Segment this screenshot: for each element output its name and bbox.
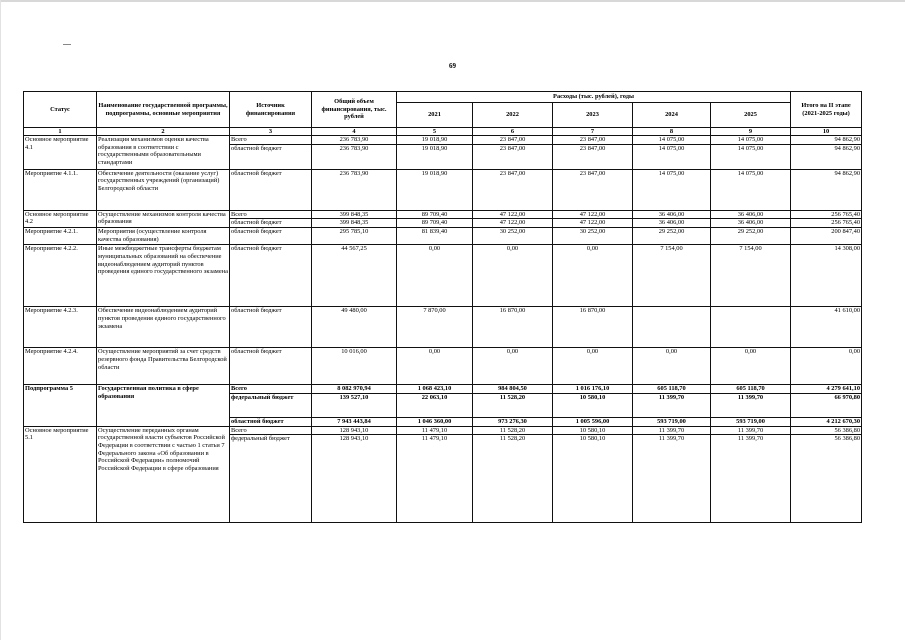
header-year-2021: 2021	[397, 103, 473, 128]
row-2023: 0,00	[553, 348, 633, 385]
row-source: федеральный бюджет	[230, 435, 312, 523]
row-name: Обеспечение деятельности (оказание услуг) государственных учреждений (организаций) Белгородской области	[97, 169, 230, 210]
row-total: 236 783,90	[312, 169, 397, 210]
row-2025: 11 399,70	[711, 435, 791, 523]
row-2023: 10 580,10	[553, 393, 633, 417]
row-name: Осуществление переданных органам государственной власти субъектов Российской Федерации в соответствии с частью 1 статьи 7 Федерального закона «Об образовании в Российской Федерации» полномочий Российской Федерации в сфере образования	[97, 426, 230, 523]
row-2025: 29 252,00	[711, 228, 791, 245]
row-2024: 36 406,00	[633, 219, 711, 228]
row-2024: 11 399,70	[633, 435, 711, 523]
row-2025: 14 075,00	[711, 136, 791, 145]
row-status: Подпрограмма 5	[24, 385, 97, 426]
row-2022: 30 252,00	[473, 228, 553, 245]
row-2021: 81 839,40	[397, 228, 473, 245]
column-number-row	[24, 128, 862, 136]
row-source: Всего	[230, 136, 312, 145]
row-source: областной бюджет	[230, 417, 312, 426]
column-number: 5	[397, 128, 473, 136]
row-2024: 7 154,00	[633, 245, 711, 307]
row-stage-total: 256 765,40	[791, 219, 862, 228]
row-2024: 29 252,00	[633, 228, 711, 245]
row-2024: 11 399,70	[633, 426, 711, 435]
row-stage-total: 94 862,90	[791, 136, 862, 145]
row-2022: 11 528,20	[473, 435, 553, 523]
row-2022: 16 870,00	[473, 307, 553, 348]
row-2022: 23 847,00	[473, 169, 553, 210]
row-name: Осуществление мероприятий за счет средств резервного фонда Правительства Белгородской области	[97, 348, 230, 385]
row-2025: 14 075,00	[711, 144, 791, 169]
row-2023: 0,00	[553, 245, 633, 307]
column-number: 3	[230, 128, 312, 136]
row-2025: 593 719,00	[711, 417, 791, 426]
row-source: областной бюджет	[230, 348, 312, 385]
column-number: 8	[633, 128, 711, 136]
row-total: 399 848,35	[312, 219, 397, 228]
column-number: 6	[473, 128, 553, 136]
row-2021: 1 068 423,10	[397, 385, 473, 394]
row-2025: 14 075,00	[711, 169, 791, 210]
row-total: 49 480,00	[312, 307, 397, 348]
row-total: 128 943,10	[312, 426, 397, 435]
header-year-2022: 2022	[473, 103, 553, 128]
row-stage-total: 200 847,40	[791, 228, 862, 245]
row-stage-total: 14 308,00	[791, 245, 862, 307]
row-name: Осуществление механизмов контроля качества образования	[97, 210, 230, 227]
row-stage-total: 56 386,80	[791, 435, 862, 523]
scan-mark	[63, 44, 71, 45]
row-stage-total: 56 386,80	[791, 426, 862, 435]
row-name: Государственная политика в сфере образования	[97, 385, 230, 426]
scan-edge-left	[0, 0, 1, 640]
row-2022: 23 847,00	[473, 144, 553, 169]
table-row	[24, 210, 862, 219]
table-row	[24, 426, 862, 435]
row-2023: 23 847,00	[553, 169, 633, 210]
row-2023: 30 252,00	[553, 228, 633, 245]
row-2024: 14 075,00	[633, 169, 711, 210]
table-row	[24, 169, 862, 210]
row-stage-total: 66 970,80	[791, 393, 862, 417]
row-2021: 89 709,40	[397, 219, 473, 228]
row-2023: 23 847,00	[553, 144, 633, 169]
row-source: областной бюджет	[230, 307, 312, 348]
column-number: 7	[553, 128, 633, 136]
row-source: областной бюджет	[230, 245, 312, 307]
row-2021: 0,00	[397, 245, 473, 307]
row-2022: 0,00	[473, 245, 553, 307]
row-total: 139 527,10	[312, 393, 397, 417]
row-2023: 16 870,00	[553, 307, 633, 348]
row-2021: 89 709,40	[397, 210, 473, 219]
row-2025: 11 399,70	[711, 426, 791, 435]
row-2021: 11 479,10	[397, 435, 473, 523]
row-stage-total: 256 765,40	[791, 210, 862, 219]
row-2025: 605 118,70	[711, 385, 791, 394]
row-2022: 11 528,20	[473, 393, 553, 417]
row-status: Мероприятие 4.2.1.	[24, 228, 97, 245]
row-2021: 0,00	[397, 348, 473, 385]
row-total: 10 016,00	[312, 348, 397, 385]
row-2021: 1 046 360,00	[397, 417, 473, 426]
row-2023: 10 580,10	[553, 426, 633, 435]
column-number: 10	[791, 128, 862, 136]
row-2024: 14 075,00	[633, 144, 711, 169]
header-status: Статус	[24, 92, 97, 128]
header-year-2024: 2024	[633, 103, 711, 128]
row-2025: 7 154,00	[711, 245, 791, 307]
table-row	[24, 245, 862, 307]
row-2022: 984 804,50	[473, 385, 553, 394]
budget-table	[23, 91, 862, 523]
row-2022: 23 847,00	[473, 136, 553, 145]
row-name: Иные межбюджетные трансферты бюджетам муниципальных образований на обеспечение видеонаблюдением аудиторий пунктов проведения единого государственного экзамена	[97, 245, 230, 307]
row-2022: 47 122,00	[473, 219, 553, 228]
row-source: федеральный бюджет	[230, 393, 312, 417]
row-total: 236 783,90	[312, 136, 397, 145]
row-2021: 22 063,10	[397, 393, 473, 417]
table-row	[24, 136, 862, 145]
header-name: Наименование государственной программы, подпрограммы, основные мероприятия	[97, 92, 230, 128]
row-2021: 19 018,90	[397, 144, 473, 169]
row-2024: 36 406,00	[633, 210, 711, 219]
column-number: 4	[312, 128, 397, 136]
row-2024	[633, 307, 711, 348]
row-source: Всего	[230, 210, 312, 219]
row-2025: 0,00	[711, 348, 791, 385]
row-2021: 19 018,90	[397, 136, 473, 145]
header-year-2023: 2023	[553, 103, 633, 128]
row-2024: 605 118,70	[633, 385, 711, 394]
scan-edge-top	[0, 0, 905, 2]
row-status: Мероприятие 4.1.1.	[24, 169, 97, 210]
row-total: 7 943 443,84	[312, 417, 397, 426]
row-2025	[711, 307, 791, 348]
table-row	[24, 348, 862, 385]
row-2022: 0,00	[473, 348, 553, 385]
row-stage-total: 94 862,90	[791, 169, 862, 210]
row-2023: 47 122,00	[553, 210, 633, 219]
column-number: 1	[24, 128, 97, 136]
row-2021: 11 479,10	[397, 426, 473, 435]
row-2023: 1 005 596,00	[553, 417, 633, 426]
column-number: 9	[711, 128, 791, 136]
column-number: 2	[97, 128, 230, 136]
row-2021: 7 870,00	[397, 307, 473, 348]
row-2023: 23 847,00	[553, 136, 633, 145]
row-status: Основное мероприятие 4.2	[24, 210, 97, 227]
row-source: областной бюджет	[230, 144, 312, 169]
row-name: Обеспечение видеонаблюдением аудиторий пунктов проведения единого государственного экзамена	[97, 307, 230, 348]
header-year-2025: 2025	[711, 103, 791, 128]
header-stage-total: Итого на II этапе (2021-2025 годы)	[791, 92, 862, 128]
row-2023: 10 580,10	[553, 435, 633, 523]
table-row	[24, 385, 862, 394]
row-2025: 36 406,00	[711, 219, 791, 228]
row-total: 44 567,25	[312, 245, 397, 307]
page-number: 69	[449, 62, 456, 70]
row-stage-total: 0,00	[791, 348, 862, 385]
row-stage-total: 41 610,00	[791, 307, 862, 348]
row-2024: 14 075,00	[633, 136, 711, 145]
table-row	[24, 307, 862, 348]
row-2022: 973 276,30	[473, 417, 553, 426]
row-2025: 11 399,70	[711, 393, 791, 417]
row-total: 8 082 970,94	[312, 385, 397, 394]
row-status: Мероприятие 4.2.2.	[24, 245, 97, 307]
row-2024: 0,00	[633, 348, 711, 385]
header-expenses: Расходы (тыс. рублей), годы	[397, 92, 791, 103]
row-2023: 1 016 176,10	[553, 385, 633, 394]
row-source: областной бюджет	[230, 228, 312, 245]
row-total: 128 943,10	[312, 435, 397, 523]
row-name: Мероприятия (осуществление контроля качества образования)	[97, 228, 230, 245]
row-status: Мероприятие 4.2.3.	[24, 307, 97, 348]
row-total: 236 783,90	[312, 144, 397, 169]
row-name: Реализация механизмов оценки качества образования в соответствии с государственными образовательными стандартами	[97, 136, 230, 170]
row-source: областной бюджет	[230, 219, 312, 228]
row-2021: 19 018,90	[397, 169, 473, 210]
row-stage-total: 4 212 670,30	[791, 417, 862, 426]
row-status: Основное мероприятие 4.1	[24, 136, 97, 170]
row-2022: 11 528,20	[473, 426, 553, 435]
row-source: Всего	[230, 385, 312, 394]
row-stage-total: 94 862,90	[791, 144, 862, 169]
header-total-volume: Общий объем финансирования, тыс. рублей	[312, 92, 397, 128]
row-status: Мероприятие 4.2.4.	[24, 348, 97, 385]
row-2022: 47 122,00	[473, 210, 553, 219]
row-source: Всего	[230, 426, 312, 435]
header-source: Источник финансирования	[230, 92, 312, 128]
row-2024: 593 719,00	[633, 417, 711, 426]
row-status: Основное мероприятие 5.1	[24, 426, 97, 523]
row-source: областной бюджет	[230, 169, 312, 210]
table-row	[24, 228, 862, 245]
row-total: 399 848,35	[312, 210, 397, 219]
row-2024: 11 399,70	[633, 393, 711, 417]
row-2025: 36 406,00	[711, 210, 791, 219]
row-stage-total: 4 279 641,10	[791, 385, 862, 394]
row-2023: 47 122,00	[553, 219, 633, 228]
row-total: 295 785,10	[312, 228, 397, 245]
